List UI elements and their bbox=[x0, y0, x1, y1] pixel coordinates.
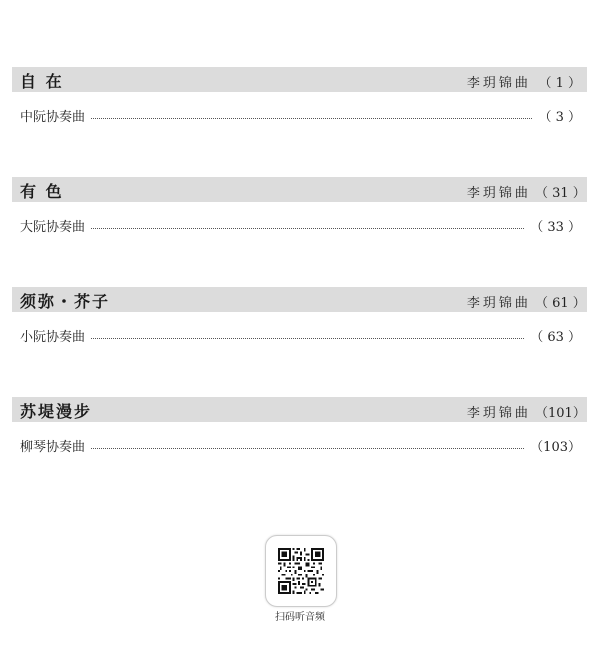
qr-code-icon bbox=[278, 548, 324, 594]
toc-section-3 bbox=[12, 287, 587, 345]
dot-leader bbox=[91, 447, 524, 449]
section-header-meta bbox=[466, 182, 586, 201]
section-title: 苏堤漫步 bbox=[20, 402, 93, 421]
section-title: 自 在 bbox=[20, 72, 64, 91]
toc-section-2 bbox=[12, 177, 587, 235]
section-header-bar bbox=[12, 67, 587, 92]
section-header-bar bbox=[12, 397, 587, 422]
section-title: 须弥・芥子 bbox=[20, 292, 111, 311]
dot-leader bbox=[91, 337, 524, 339]
toc-section-4 bbox=[12, 397, 587, 455]
toc-entry-page: （ 3 ） bbox=[538, 109, 581, 125]
section-header-meta bbox=[466, 402, 586, 421]
toc-entry-label: 小阮协奏曲 bbox=[20, 329, 86, 345]
composer-credit: 李玥锦曲 bbox=[466, 406, 531, 421]
section-page-number: （ 1 ） bbox=[538, 76, 581, 91]
toc-entry-label: 大阮协奏曲 bbox=[20, 219, 86, 235]
section-header-bar bbox=[12, 287, 587, 312]
toc-section-1 bbox=[12, 67, 587, 125]
toc-entry-label: 柳琴协奏曲 bbox=[20, 439, 86, 455]
section-header-meta bbox=[466, 292, 586, 311]
toc-entry[interactable] bbox=[12, 435, 587, 455]
toc-entry-page: （ 63 ） bbox=[530, 329, 581, 345]
section-page-number: （101） bbox=[535, 406, 586, 421]
toc-entry-page: （103） bbox=[530, 439, 581, 455]
toc-entry-page: （ 33 ） bbox=[530, 219, 581, 235]
composer-credit: 李玥锦曲 bbox=[466, 296, 531, 311]
qr-code-card[interactable] bbox=[265, 535, 337, 607]
section-header-bar bbox=[12, 177, 587, 202]
dot-leader bbox=[91, 227, 524, 229]
section-header-meta bbox=[467, 72, 581, 91]
section-title: 有 色 bbox=[20, 182, 64, 201]
qr-caption: 扫码听音频 bbox=[275, 612, 325, 623]
composer-credit: 李玥锦曲 bbox=[466, 76, 531, 91]
section-page-number: （ 31 ） bbox=[535, 186, 586, 201]
composer-credit: 李玥锦曲 bbox=[466, 186, 531, 201]
toc-entry[interactable] bbox=[12, 215, 587, 235]
toc-entry[interactable] bbox=[12, 325, 587, 345]
toc-entry[interactable] bbox=[12, 105, 587, 125]
dot-leader bbox=[91, 117, 532, 119]
section-page-number: （ 61 ） bbox=[535, 296, 586, 311]
toc-entry-label: 中阮协奏曲 bbox=[20, 109, 86, 125]
